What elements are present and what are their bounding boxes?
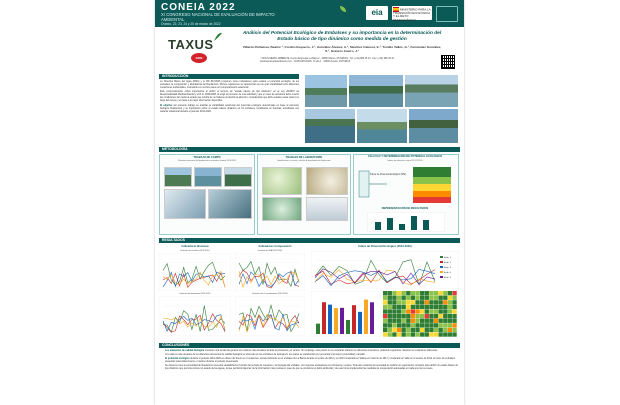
- paper-title: Análisis del Potencial Ecológico de Embalses y su importancia en la determinación del Estado básico de tipo dinámico como medida de gestión: [242, 31, 442, 42]
- reservoir-photo: [304, 74, 348, 108]
- heatmap-cell: [388, 332, 392, 336]
- heatmap-cell: [402, 319, 406, 323]
- heatmap-cell: [411, 319, 415, 323]
- conclusion-text: Los valores más elevados de los diferentes elementos de calidad biológica se observan en los embalses de tipología 9, los cuales se caracterizan por presentar una mayor profundidad y tamaño.: [165, 353, 366, 356]
- heatmap-cell: [402, 296, 406, 300]
- heatmap-cell: [439, 309, 443, 313]
- heatmap-cell: [452, 328, 456, 332]
- heatmap-cell: [392, 291, 396, 295]
- heatmap-cell: [402, 300, 406, 304]
- legend-swatch: [440, 266, 443, 268]
- conclusion-lead: Los elementos de calidad biológica: [165, 350, 205, 352]
- heatmap-cell: [397, 291, 401, 295]
- ipe-label: Índice de Potencial Ecológico (IPE): [370, 174, 406, 176]
- heatmap-cell: [420, 305, 424, 309]
- heatmap-cell: [392, 305, 396, 309]
- heatmap-cell: [439, 323, 443, 327]
- heatmap-cell: [411, 323, 415, 327]
- heatmap-cell: [406, 309, 410, 313]
- heatmap-cell: [439, 291, 443, 295]
- bar: [370, 302, 374, 334]
- field-photo: [164, 167, 192, 187]
- heatmap-cell: [402, 291, 406, 295]
- heatmap-cell: [420, 309, 424, 313]
- conclusion-text: durante el periodo 2013-2020 se obtuvo del bueno en 4 ocasiones, siendo deficiente en el embalse de La Barca durante el verano de 2013 y en 2014 moderado en Salime en invierno de 2017 y moderado en Valle en el verano de 2014. El resto de embalses presentan potenciales bueno o máximo durante el periodo muestreado.: [165, 357, 456, 363]
- heatmap-cell: [397, 309, 401, 313]
- heatmap-cell: [383, 323, 387, 327]
- heatmap-cell: [434, 314, 438, 318]
- heatmap-cell: [420, 319, 424, 323]
- heatmap-cell: [448, 323, 452, 327]
- legend-swatch: [440, 271, 443, 273]
- heatmap-cell: [415, 291, 419, 295]
- legend-label: Emb. 3: [444, 267, 451, 269]
- heatmap-cell: [411, 314, 415, 318]
- fieldwork-title: TRABAJO DE CAMPO: [193, 156, 221, 159]
- heatmap-cell: [425, 314, 429, 318]
- heatmap-cell: [411, 328, 415, 332]
- conclusion-item: [165, 350, 459, 353]
- lab-photo: [262, 197, 302, 221]
- heatmap-cell: [425, 332, 429, 336]
- leaf-icon: [340, 6, 346, 12]
- conference-date: Oviedo, 22, 23, 24 y 25 de marzo de 2022: [161, 22, 221, 26]
- conference-subtitle: XI CONGRESO NACIONAL DE EVALUACIÓN DE IMPACTO AMBIENTAL: [161, 12, 275, 22]
- paper-affiliation: ¹ TAXUS MEDIO AMBIENTE. Centro Empresas La Baya 2 · 33600 Mieres, ASTURIAS · Tel: (+34) 985 45 10 · Fax: (+34) 985 45 10 · www.taxusmedioambiente.com · ²GOB ASTURIAS. C/ Lila 1 · 33006 Oviedo, ASTURIAS: [260, 58, 396, 63]
- heatmap-cell: [420, 291, 424, 295]
- heatmap-cell: [397, 300, 401, 304]
- heatmap-cell: [448, 300, 452, 304]
- legend-swatch: [440, 276, 443, 278]
- section-header-results: RESULTADOS: [159, 238, 460, 243]
- heatmap-cell: [425, 296, 429, 300]
- conclusion-lead: El potencial ecológico: [165, 357, 190, 360]
- reservoir-photo: [356, 108, 408, 144]
- legend-swatch: [440, 256, 443, 258]
- conclusion-text: Se observa como la comunidad de fitoplancton presenta variabilidad en función del periodo de muestreo y la tipología del embalse, con mayores oscilaciones en primavera y verano. Todo ello evidencia la necesidad de realizar un seguimiento completo para definir un estado básico de tipo dinámico que permita conocer el estado de las aguas, la que permitirá disponer de la información más precisa en caso de que se produzca un daño ambiental y de este forma implementar las medidas de recuperación adecuadas en cada uno de los casos.: [165, 364, 458, 370]
- heatmap-cell: [429, 314, 433, 318]
- composition-chart-a-subtitle: Evolución del IGA (2013-2020): [257, 250, 283, 252]
- heatmap-cell: [415, 305, 419, 309]
- heatmap-cell: [383, 309, 387, 313]
- heatmap-cell: [448, 305, 452, 309]
- legend-label: Emb. 4: [444, 272, 451, 274]
- heatmap-cell: [434, 319, 438, 323]
- heatmap-cell: [411, 300, 415, 304]
- bar: [328, 305, 332, 334]
- paper-authors: Villazón Peñalosa, Beatriz ¹, Cordón Esquerro, J.¹, González Álvarez, A.¹, Sánchez Cabrera, E.¹, Tomillo Vallés, G.¹, Fernández González, S.¹, Granero Castro, J.¹: [242, 45, 442, 53]
- conclusion-text: muestran una tendencia general con valores más elevados durante la primavera y el verano. Sin embargo, este patrón no es constante durante los diferentes muestreos, pudiendo registrarse máximos en estaciones diferentes.: [204, 350, 438, 352]
- heatmap-cell: [406, 319, 410, 323]
- representation-title: REPRESENTACIÓN DE RESULTADOS: [381, 207, 429, 210]
- heatmap-cell: [411, 305, 415, 309]
- conclusions-list: [160, 350, 459, 372]
- intro-paragraph: La Directiva Marco del Agua (DMA) y el RD 817/2015 proponen como indicadores para evaluar el potencial ecológico de los embalses, la composición y abundancia del fitoplancton. Dichos organismos se caracterizan por su gran variabilidad entre diferentes condiciones ambientales, mostrando en muchos casos un comportamiento estacional.: [160, 81, 299, 90]
- heatmap-cell: [406, 314, 410, 318]
- heatmap-cell: [452, 319, 456, 323]
- heatmap-cell: [420, 296, 424, 300]
- heatmap-cell: [402, 314, 406, 318]
- leaf-logo: [340, 6, 362, 20]
- heatmap-cell: [448, 309, 452, 313]
- biomass-chart-b-subtitle: Evolución del biovolumen (2013-2020): [179, 293, 211, 295]
- heatmap-cell: [425, 300, 429, 304]
- heatmap-cell: [392, 309, 396, 313]
- bar: [334, 308, 338, 334]
- heatmap-cell: [402, 328, 406, 332]
- heatmap-cell: [392, 296, 396, 300]
- heatmap-cell: [434, 296, 438, 300]
- intro-text: [160, 81, 299, 115]
- heatmap-cell: [439, 332, 443, 336]
- ipe-heatmap: [383, 291, 457, 337]
- section-header-intro: INTRODUCCIÓN: [159, 74, 299, 79]
- reservoir-photo: [408, 108, 459, 144]
- heatmap-cell: [397, 328, 401, 332]
- heatmap-cell: [443, 332, 447, 336]
- ipe-diagram: [357, 165, 455, 205]
- heatmap-cell: [439, 300, 443, 304]
- field-photo: [164, 189, 206, 219]
- heatmap-cell: [397, 319, 401, 323]
- reservoir-photo: [404, 74, 459, 108]
- sponsor-logos: [340, 3, 460, 24]
- heatmap-cell: [439, 319, 443, 323]
- heatmap-cell: [443, 309, 447, 313]
- heatmap-cell: [429, 291, 433, 295]
- heatmap-cell: [443, 319, 447, 323]
- composition-chart-a: [235, 253, 305, 291]
- heatmap-cell: [425, 305, 429, 309]
- heatmap-cell: [388, 309, 392, 313]
- bar: [316, 324, 320, 334]
- heatmap-cell: [425, 323, 429, 327]
- heatmap-cell: [429, 319, 433, 323]
- heatmap-cell: [420, 314, 424, 318]
- heatmap-cell: [425, 291, 429, 295]
- heatmap-cell: [448, 319, 452, 323]
- heatmap-cell: [429, 309, 433, 313]
- heatmap-cell: [443, 323, 447, 327]
- ipe-subtitle: Índices de valoración según RD 817/2015: [387, 160, 423, 162]
- section-header-conclusions: CONCLUSIONES: [159, 343, 460, 348]
- heatmap-cell: [392, 319, 396, 323]
- heatmap-cell: [448, 332, 452, 336]
- heatmap-cell: [397, 332, 401, 336]
- legend-label: Emb. 2: [444, 262, 451, 264]
- poster-header: [155, 0, 464, 27]
- intro-paragraph: El objetivo del presente trabajo es analizar la variabilidad estacional del potencial ecológico determinado en base al elemento biológico fitoplancton y su implicación sobre el estado básico dinámico en 10 embalses, localizados en Asturias, estudiados con carácter estacional durante el período 2013-2020.: [160, 104, 299, 113]
- bar: [364, 300, 368, 334]
- ipe-title: CÁLCULO Y DETERMINACIÓN DE POTENCIAL ECOLÓGICO: [367, 155, 443, 158]
- heatmap-cell: [448, 314, 452, 318]
- heatmap-cell: [425, 309, 429, 313]
- heatmap-cell: [402, 309, 406, 313]
- legend-label: Emb. 5: [444, 277, 451, 279]
- heatmap-cell: [406, 332, 410, 336]
- poster: [155, 0, 464, 405]
- lab-box: [257, 154, 351, 235]
- conclusion-item: [165, 365, 459, 371]
- legend-label: Emb. 1: [444, 257, 451, 259]
- heatmap-cell: [448, 291, 452, 295]
- heatmap-cell: [406, 296, 410, 300]
- taxus-logo: TAXUS: [168, 37, 214, 52]
- heatmap-cell: [397, 323, 401, 327]
- reservoir-photos: [304, 74, 459, 144]
- heatmap-cell: [452, 305, 456, 309]
- heatmap-cell: [415, 314, 419, 318]
- field-photo: [208, 189, 252, 219]
- heatmap-cell: [439, 296, 443, 300]
- heatmap-cell: [406, 300, 410, 304]
- heatmap-cell: [425, 319, 429, 323]
- heatmap-cell: [388, 305, 392, 309]
- biomass-chart-a: [159, 253, 231, 291]
- heatmap-cell: [383, 319, 387, 323]
- composition-chart-b-subtitle: Evolución del % cianobacterias (2013-2020): [252, 293, 288, 295]
- heatmap-cell: [402, 305, 406, 309]
- section-header-method: METODOLOGÍA: [159, 147, 460, 152]
- heatmap-cell: [388, 300, 392, 304]
- fieldwork-box: [159, 154, 255, 235]
- heatmap-cell: [388, 328, 392, 332]
- legend-swatch: [440, 261, 443, 263]
- representation-chart: [367, 212, 445, 232]
- heatmap-cell: [439, 314, 443, 318]
- heatmap-cell: [420, 332, 424, 336]
- heatmap-cell: [392, 300, 396, 304]
- conclusion-item: [165, 354, 459, 357]
- bar: [346, 320, 350, 334]
- bar: [352, 305, 356, 334]
- heatmap-cell: [392, 314, 396, 318]
- intro-paragraph: Este comportamiento cobra importancia al definir el término de "estado básico de tipo dinámico" en la Ley 26/2007 de Responsabilidad Medioambiental y el R.D. 2090/2008, al exigir al promotor de una actividad y que en caso de accidente debe revertir las condiciones del medio al estado que tendría de no haberse producido la afección, considerando que dicho estado puede variar a lo largo del tiempo y en base a la mejor información disponible.: [160, 91, 300, 103]
- lab-title: TRABAJO DE LABORATORIO: [285, 156, 323, 159]
- heatmap-cell: [452, 300, 456, 304]
- heatmap-cell: [406, 328, 410, 332]
- heatmap-cell: [434, 305, 438, 309]
- heatmap-cell: [388, 296, 392, 300]
- heatmap-cell: [452, 314, 456, 318]
- heatmap-cell: [420, 323, 424, 327]
- heatmap-cell: [411, 332, 415, 336]
- field-photo: [224, 167, 252, 187]
- heatmap-cell: [434, 300, 438, 304]
- taxus-leaf-icon: [213, 32, 223, 42]
- heatmap-cell: [434, 291, 438, 295]
- conference-title: CONEIA 2022: [161, 2, 236, 13]
- heatmap-cell: [415, 300, 419, 304]
- heatmap-cell: [406, 323, 410, 327]
- heatmap-cell: [388, 291, 392, 295]
- heatmap-cell: [443, 328, 447, 332]
- heatmap-cell: [439, 328, 443, 332]
- bar: [340, 308, 344, 334]
- composition-chart-b: [235, 296, 305, 336]
- heatmap-cell: [452, 309, 456, 313]
- heatmap-cell: [429, 323, 433, 327]
- biomass-title: Indicadores Biomasa: [181, 245, 209, 248]
- ipe-bar-chart: [311, 291, 381, 337]
- heatmap-cell: [434, 332, 438, 336]
- heatmap-cell: [434, 328, 438, 332]
- heatmap-cell: [383, 305, 387, 309]
- heatmap-cell: [383, 291, 387, 295]
- heatmap-cell: [415, 296, 419, 300]
- heatmap-cell: [406, 305, 410, 309]
- heatmap-cell: [425, 328, 429, 332]
- heatmap-cell: [411, 309, 415, 313]
- lab-photo: [306, 167, 348, 195]
- heatmap-cell: [452, 291, 456, 295]
- heatmap-cell: [443, 305, 447, 309]
- biomass-chart-a-subtitle: Evolución de clorofila a (2013-2020): [180, 250, 210, 252]
- conclusion-item: [165, 358, 459, 364]
- heatmap-cell: [452, 296, 456, 300]
- eia-logo: eia: [366, 6, 388, 20]
- heatmap-cell: [402, 323, 406, 327]
- heatmap-cell: [406, 291, 410, 295]
- ministry-logo: MINISTERIO PARA LA TRANSICIÓN ECOLÓGICA Y EL RETO DEMOGRÁFICO: [393, 7, 431, 22]
- heatmap-cell: [420, 300, 424, 304]
- ipe-line-chart: [311, 251, 459, 289]
- field-photo: [194, 167, 222, 187]
- bar: [322, 302, 326, 334]
- heatmap-cell: [429, 300, 433, 304]
- heatmap-cell: [415, 328, 419, 332]
- lab-subtitle: Identificación, recuento y cálculo de biovolumen de fitoplancton: [277, 160, 331, 162]
- heatmap-cell: [443, 291, 447, 295]
- heatmap-cell: [392, 332, 396, 336]
- heatmap-cell: [411, 291, 415, 295]
- bar: [358, 312, 362, 334]
- heatmap-cell: [452, 332, 456, 336]
- heatmap-cell: [415, 323, 419, 327]
- heatmap-cell: [388, 314, 392, 318]
- heatmap-cell: [397, 314, 401, 318]
- heatmap-cell: [411, 296, 415, 300]
- heatmap-cell: [443, 314, 447, 318]
- reservoir-photo: [348, 74, 404, 108]
- heatmap-cell: [397, 296, 401, 300]
- heatmap-cell: [420, 328, 424, 332]
- heatmap-cell: [397, 305, 401, 309]
- heatmap-cell: [415, 319, 419, 323]
- heatmap-cell: [415, 332, 419, 336]
- heatmap-cell: [383, 332, 387, 336]
- heatmap-cell: [392, 328, 396, 332]
- heatmap-cell: [429, 332, 433, 336]
- composition-title: Indicadores Composición: [258, 245, 292, 248]
- heatmap-cell: [448, 328, 452, 332]
- heatmap-cell: [443, 296, 447, 300]
- heatmap-cell: [392, 323, 396, 327]
- lab-photo: [306, 197, 348, 221]
- heatmap-cell: [448, 296, 452, 300]
- ipe-results-title: Índice de Potencial Ecológico (2013-2020): [358, 245, 412, 248]
- heatmap-cell: [383, 296, 387, 300]
- heatmap-cell: [439, 305, 443, 309]
- heatmap-cell: [383, 328, 387, 332]
- qr-code-icon: [441, 55, 455, 69]
- heatmap-cell: [415, 309, 419, 313]
- heatmap-cell: [388, 319, 392, 323]
- fieldwork-subtitle: Muestreo estacional de fitoplancton en embalses durante 2013-2020: [178, 160, 236, 162]
- heatmap-cell: [429, 296, 433, 300]
- heatmap-cell: [383, 300, 387, 304]
- heatmap-cell: [452, 323, 456, 327]
- heatmap-cell: [388, 323, 392, 327]
- heatmap-cell: [383, 314, 387, 318]
- heatmap-cell: [429, 305, 433, 309]
- reservoir-photo: [304, 108, 356, 144]
- lab-photo: [262, 167, 302, 195]
- heatmap-cell: [434, 309, 438, 313]
- heatmap-cell: [402, 332, 406, 336]
- biomass-chart-b: [159, 296, 231, 336]
- heatmap-cell: [443, 300, 447, 304]
- congress-badge-logo: [436, 6, 458, 22]
- gob-logo: GOB: [191, 53, 207, 63]
- heatmap-cell: [434, 323, 438, 327]
- heatmap-cell: [429, 328, 433, 332]
